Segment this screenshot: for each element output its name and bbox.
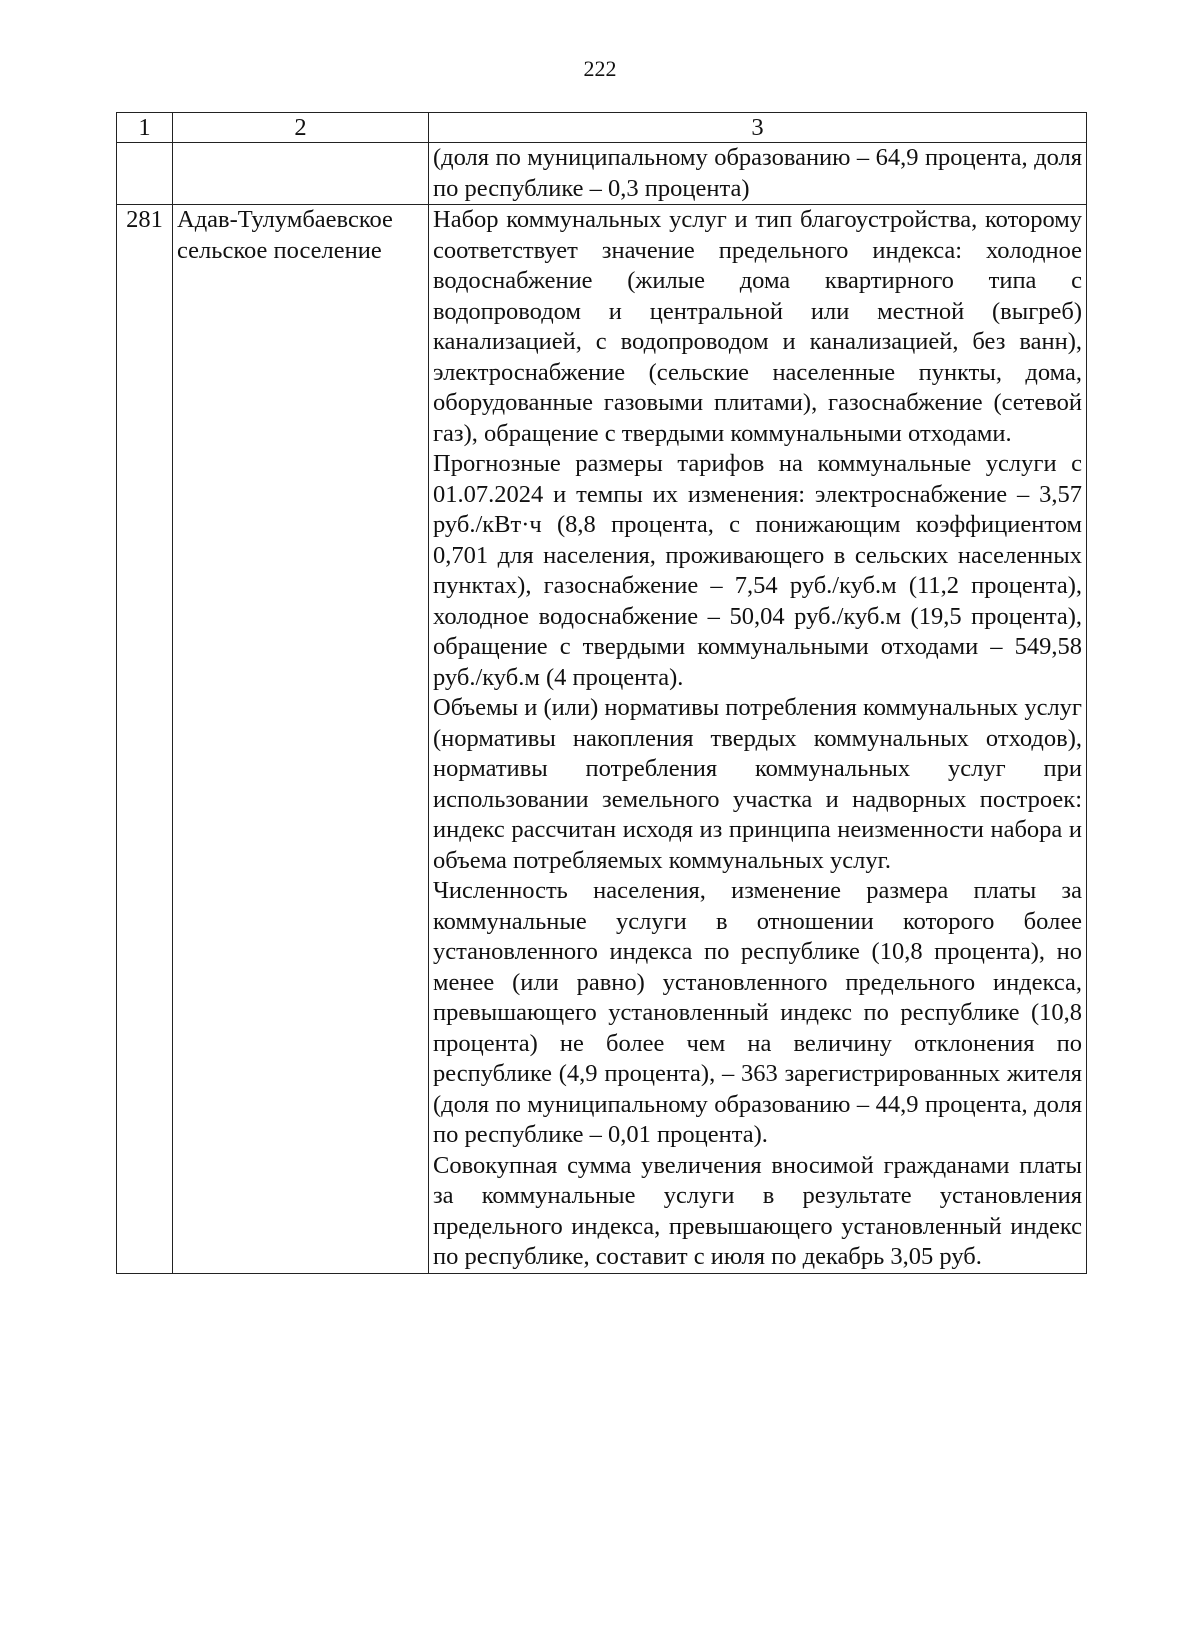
row-number: 281 [117,205,173,1274]
row-description [429,205,1087,1274]
column-header-2: 2 [173,113,429,143]
paragraph-utility-services: Набор коммунальных услуг и тип благоустройства, которому соответствует значение предельного индекса: холодное водоснабжение (жилые дома квартирного типа с водопроводом и центральной или местной (выгреб) канализацией, с водопроводом и канализацией, без ванн), электроснабжение (сельские населенные пункты, дома, оборудованные газовыми плитами), газоснабжение (сетевой газ), обращение с твердыми коммунальными отходами. [433,206,1082,447]
continuation-text-cell [429,143,1087,205]
page-number: 222 [583,56,617,81]
paragraph-population: Численность населения, изменение размера платы за коммунальные услуги в отношении которого более установленного индекса по республике (10,8 процента), но менее (или равно) установленного предельного индекса, превышающего установленный индекс по республике (10,8 процента) не более чем на величину отклонения по республике (4,9 процента), – 363 зарегистрированных жителя (доля по муниципальному образованию – 44,9 процента, доля по республике – 0,01 процента). [433,877,1082,1148]
settlement-name: Адав-Тулумбаевское сельское поселение [173,205,429,1274]
continuation-text: (доля по муниципальному образованию – 64,9 процента, доля по республике – 0,3 процента) [433,144,1082,202]
continuation-name-cell [173,143,429,205]
column-header-1: 1 [117,113,173,143]
column-header-3: 3 [429,113,1087,143]
table-header-row [117,113,1087,143]
document-table [116,112,1087,1274]
paragraph-consumption-norms: Объемы и (или) нормативы потребления коммунальных услуг (нормативы накопления твердых коммунальных отходов), нормативы потребления коммунальных услуг при использовании земельного участка и надворных построек: индекс рассчитан исходя из принципа неизменности набора и объема потребляемых коммунальных услуг. [433,694,1082,874]
paragraph-tariffs: Прогнозные размеры тарифов на коммунальные услуги с 01.07.2024 и темпы их изменения: электроснабжение – 3,57 руб./кВт·ч (8,8 процента, с понижающим коэффициентом 0,701 для населения, проживающего в сельских населенных пунктах), газоснабжение – 7,54 руб./куб.м (11,2 процента), холодное водоснабжение – 50,04 руб./куб.м (19,5 процента), обращение с твердыми коммунальными отходами – 549,58 руб./куб.м (4 процента). [433,450,1082,691]
continuation-number-cell [117,143,173,205]
paragraph-total-increase: Совокупная сумма увеличения вносимой гражданами платы за коммунальные услуги в результате установления предельного индекса, превышающего установленный индекс по республике, составит с июля по декабрь 3,05 руб. [433,1151,1082,1270]
table-row [117,205,1087,1274]
continuation-row [117,143,1087,205]
